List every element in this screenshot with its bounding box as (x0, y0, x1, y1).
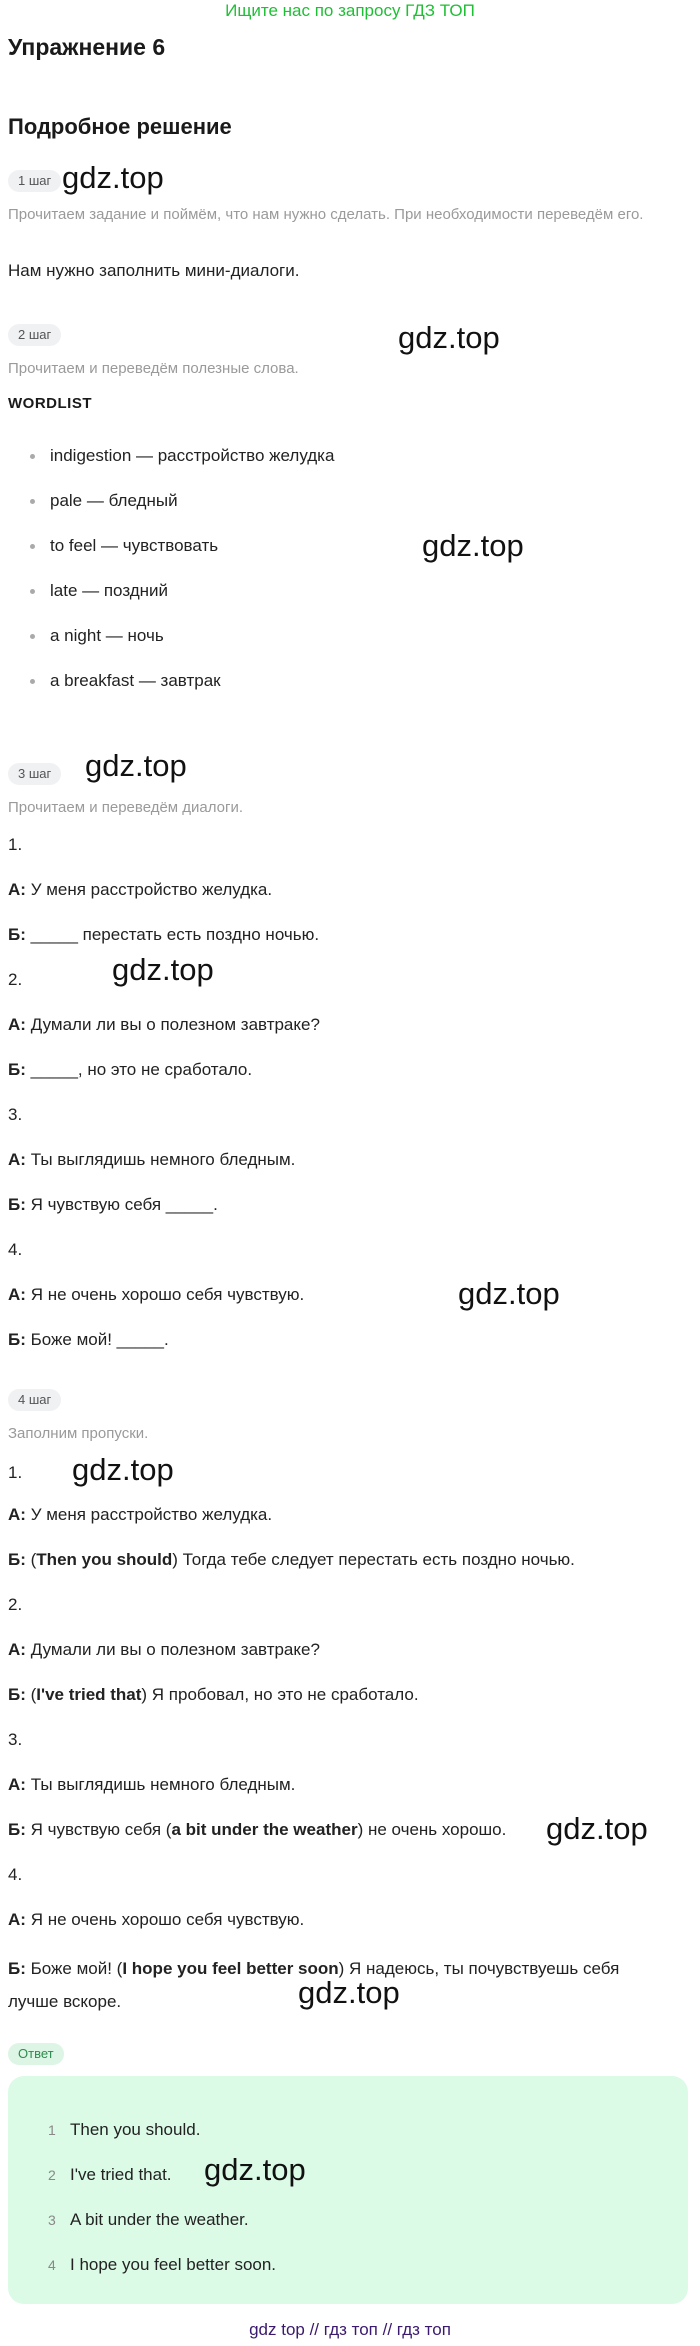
wordlist-item: indigestion — расстройство желудка (30, 446, 334, 466)
wordlist-item: a breakfast — завтрак (30, 671, 221, 691)
wordlist-item: late — поздний (30, 581, 168, 601)
dialog-line: А: У меня расстройство желудка. (8, 880, 273, 899)
dialog-number: 1. (8, 1463, 23, 1482)
dialog-line: Б: Я чувствую себя _____. (8, 1195, 218, 1214)
step-4-description: Заполним пропуски. (8, 1425, 149, 1442)
watermark: gdz.top (298, 1975, 400, 2010)
dialog-line: А: Думали ли вы о полезном завтраке? (8, 1640, 320, 1659)
dialog-line: Б: Я чувствую себя (a bit under the weather) не очень хорошо. (8, 1820, 507, 1839)
watermark: gdz.top (458, 1276, 560, 1311)
watermark: gdz.top (398, 320, 500, 355)
dialog-number: 3. (8, 1105, 23, 1124)
dialog-line: А: У меня расстройство желудка. (8, 1505, 273, 1524)
dialog-line: Б: _____ перестать есть поздно ночью. (8, 925, 320, 944)
dialog-number: 1. (8, 835, 23, 854)
dialog-line: Б: (Then you should) Тогда тебе следует перестать есть поздно ночью. (8, 1550, 575, 1569)
step-1-badge: 1 шаг (8, 170, 61, 192)
wordlist-item: pale — бледный (30, 491, 178, 511)
top-banner[interactable]: Ищите нас по запросу ГДЗ ТОП (225, 1, 475, 20)
answer-box (8, 2076, 688, 2304)
bullet-icon (30, 679, 35, 684)
dialog-line: А: Я не очень хорошо себя чувствую. (8, 1285, 305, 1304)
answer-item: 2 I've tried that. (48, 2165, 172, 2184)
dialog-number: 2. (8, 970, 23, 989)
watermark: gdz.top (72, 1452, 174, 1487)
exercise-title: Упражнение 6 (8, 34, 166, 60)
dialog-number: 4. (8, 1240, 23, 1259)
footer-links[interactable]: gdz top // гдз топ // гдз топ (249, 2320, 451, 2339)
watermark: gdz.top (112, 952, 214, 987)
step-1-description: Прочитаем задание и поймём, что нам нужно сделать. При необходимости переведём его. (8, 206, 644, 223)
dialog-line: Б: Боже мой! (I hope you feel better soon) Я надеюсь, ты почувствуешь себя лучше вскоре. (8, 1959, 620, 2011)
step-2-description: Прочитаем и переведём полезные слова. (8, 360, 299, 377)
wordlist-title: WORDLIST (8, 395, 92, 412)
step-3-description: Прочитаем и переведём диалоги. (8, 799, 244, 816)
watermark: gdz.top (85, 748, 187, 783)
answer-item: 1 Then you should. (48, 2120, 201, 2139)
bullet-icon (30, 454, 35, 459)
bullet-icon (30, 544, 35, 549)
dialog-number: 4. (8, 1865, 23, 1884)
watermark: gdz.top (422, 528, 524, 563)
bullet-icon (30, 499, 35, 504)
dialog-line: Б: (I've tried that) Я пробовал, но это не сработало. (8, 1685, 419, 1704)
step-1-text: Нам нужно заполнить мини-диалоги. (8, 261, 300, 280)
dialog-line: Б: _____, но это не сработало. (8, 1060, 253, 1079)
answer-item: 4 I hope you feel better soon. (48, 2255, 277, 2274)
dialog-line: А: Ты выглядишь немного бледным. (8, 1150, 296, 1169)
step-4-badge: 4 шаг (8, 1389, 61, 1411)
dialog-line: А: Думали ли вы о полезном завтраке? (8, 1015, 320, 1034)
dialog-line: А: Я не очень хорошо себя чувствую. (8, 1910, 305, 1929)
answer-item: 3 A bit under the weather. (48, 2210, 249, 2229)
bullet-icon (30, 589, 35, 594)
watermark: gdz.top (204, 2152, 306, 2187)
step-3-badge: 3 шаг (8, 763, 61, 785)
dialog-number: 2. (8, 1595, 23, 1614)
answer-badge: Ответ (8, 2043, 64, 2065)
watermark: gdz.top (546, 1811, 648, 1846)
watermark: gdz.top (62, 160, 164, 195)
solution-title: Подробное решение (8, 114, 232, 139)
step-2-badge: 2 шаг (8, 324, 61, 346)
dialog-line: А: Ты выглядишь немного бледным. (8, 1775, 296, 1794)
wordlist-item: to feel — чувствовать (30, 536, 218, 556)
wordlist-item: a night — ночь (30, 626, 164, 646)
dialog-line: Б: Боже мой! _____. (8, 1330, 169, 1349)
dialog-number: 3. (8, 1730, 23, 1749)
bullet-icon (30, 634, 35, 639)
